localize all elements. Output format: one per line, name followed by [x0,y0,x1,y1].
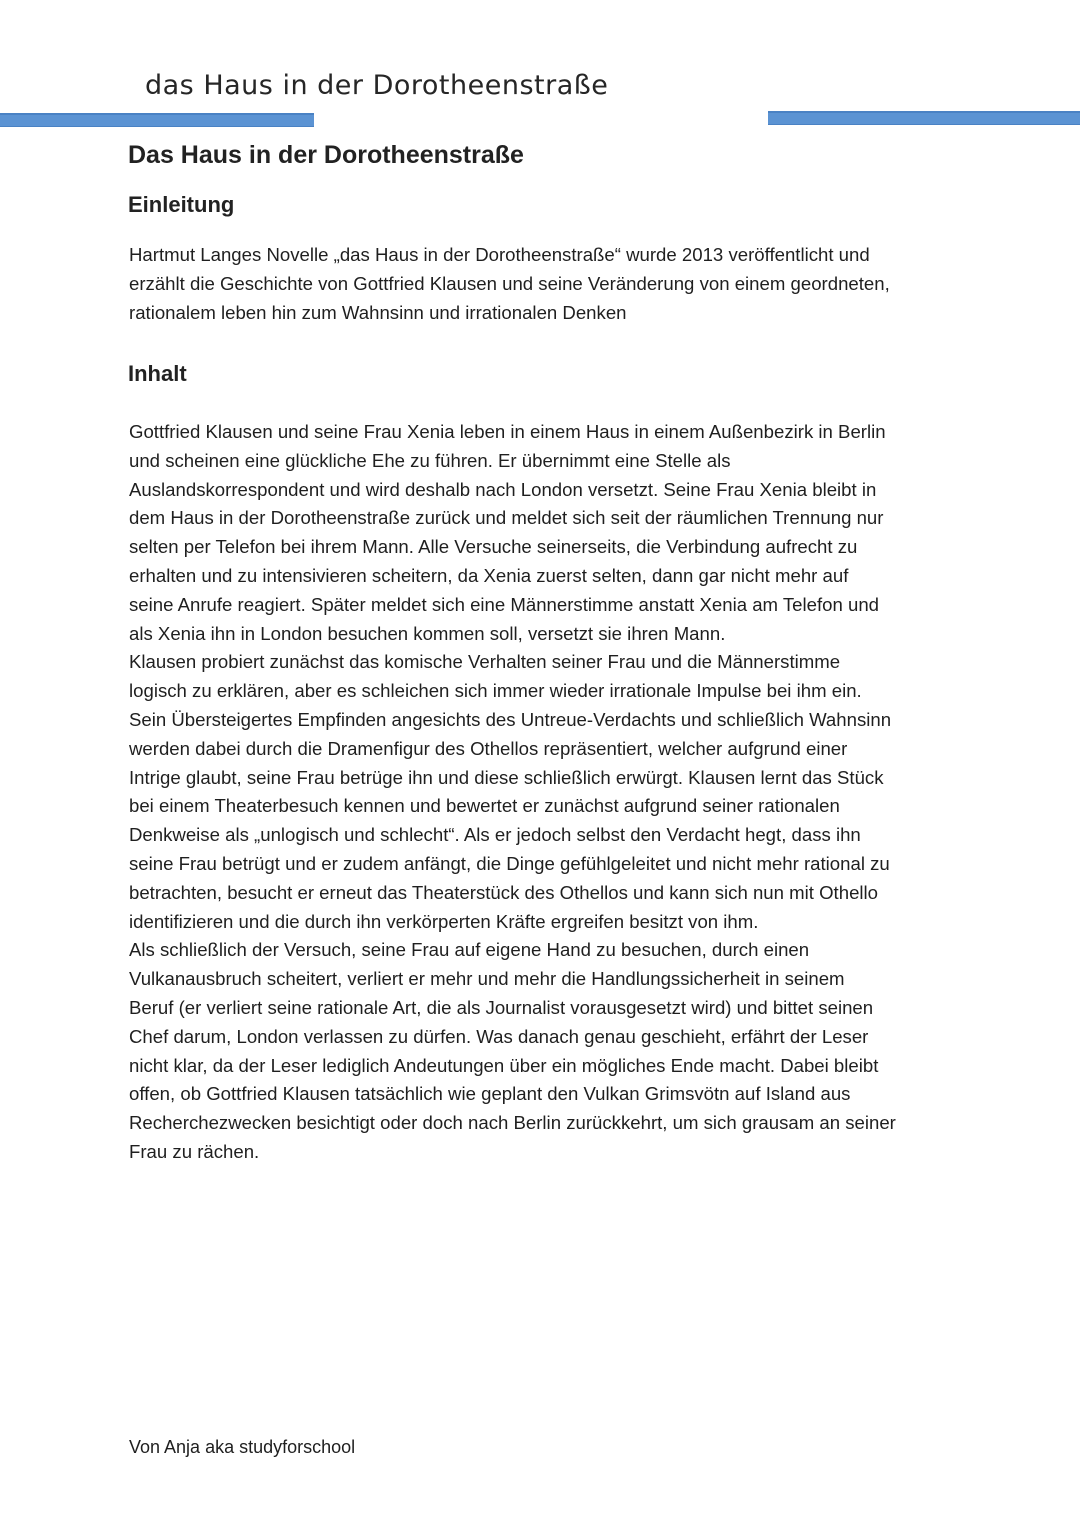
paragraph-line: logisch zu erklären, aber es schleichen sich immer wieder irrationale Impulse bei ihm ein. [129,680,862,702]
running-header-title: das Haus in der Dorotheenstraße [145,70,609,101]
paragraph-line: offen, ob Gottfried Klausen tatsächlich wie geplant den Vulkan Grimsvötn auf Island aus [129,1083,851,1105]
paragraph-line: Denkweise als „unlogisch und schlecht“. Als er jedoch selbst den Verdacht hegt, dass ihn [129,824,861,846]
paragraph-line: selten per Telefon bei ihrem Mann. Alle Versuche seinerseits, die Verbindung aufrecht zu [129,536,858,558]
paragraph-line: Auslandskorrespondent und wird deshalb nach London versetzt. Seine Frau Xenia bleibt in [129,478,877,500]
paragraph-line: dem Haus in der Dorotheenstraße zurück und meldet sich seit der räumlichen Trennung nur [129,507,884,529]
header-accent-bar-left [0,113,314,127]
document-title: Das Haus in der Dorotheenstraße [128,141,524,169]
paragraph-line: Chef darum, London verlassen zu dürfen. Was danach genau geschieht, erfährt der Leser [129,1025,869,1047]
paragraph-line: Gottfried Klausen und seine Frau Xenia leben in einem Haus in einem Außenbezirk in Berlin [129,421,886,442]
paragraph-line: Frau zu rächen. [129,1140,260,1162]
paragraph-line: als Xenia ihn in London besuchen kommen soll, versetzt sie ihren Mann. [129,622,726,644]
document-body [128,136,958,1162]
paragraph-line: erzählt die Geschichte von Gottfried Klausen und seine Veränderung von einem geordneten, [129,272,890,294]
paragraph-line: identifizieren und die durch ihn verkörperten Kräfte ergreifen besitzt von ihm. [129,910,759,932]
header-accent-bar-right [768,111,1080,125]
section-paragraph-einleitung [129,241,959,327]
footer-author: Von Anja aka studyforschool [129,1437,356,1457]
section-paragraph-inhalt [129,418,959,1167]
paragraph-line: Hartmut Langes Novelle „das Haus in der Dorotheenstraße“ wurde 2013 veröffentlicht und [129,244,870,265]
section-heading-inhalt: Inhalt [128,361,187,386]
paragraph-line: seine Frau betrügt und er zudem anfängt, die Dinge gefühlgeleitet und nicht mehr rational zu [129,852,890,874]
paragraph-line: Sein Übersteigertes Empfinden angesichts des Untreue-Verdachts und schließlich Wahnsinn [129,708,892,730]
paragraph-line: Klausen probiert zunächst das komische Verhalten seiner Frau und die Männerstimme [129,651,841,673]
section-heading-einleitung: Einleitung [128,192,235,217]
paragraph-line: Intrige glaubt, seine Frau betrüge ihn und diese schließlich erwürgt. Klausen lernt das Stück [129,766,884,788]
paragraph-line: Beruf (er verliert seine rationale Art, die als Journalist vorausgesetzt wird) und bittet seinen [129,996,874,1018]
paragraph-line: Recherchezwecken besichtigt oder doch nach Berlin zurückkehrt, um sich grausam an seiner [129,1112,896,1134]
paragraph-line: erhalten und zu intensivieren scheitern, da Xenia zuerst selten, dann gar nicht mehr auf [129,564,849,586]
paragraph-line: Als schließlich der Versuch, seine Frau auf eigene Hand zu besuchen, durch einen [129,939,810,961]
paragraph-line: seine Anrufe reagiert. Später meldet sich eine Männerstimme anstatt Xenia am Telefon und [129,593,880,615]
paragraph-line: betrachten, besucht er erneut das Theaterstück des Othellos und kann sich nun mit Othello [129,881,879,903]
paragraph-line: Vulkanausbruch scheitert, verliert er mehr und mehr die Handlungssicherheit in seinem [129,968,845,990]
paragraph-line: werden dabei durch die Dramenfigur des Othellos repräsentiert, welcher aufgrund einer [129,737,848,759]
paragraph-line: und scheinen eine glückliche Ehe zu führen. Er übernimmt eine Stelle als [129,449,731,471]
paragraph-line: nicht klar, da der Leser lediglich Andeutungen über ein mögliches Ende macht. Dabei bleibt [129,1054,879,1076]
paragraph-line: rationalem leben hin zum Wahnsinn und irrationalen Denken [129,301,627,323]
paragraph-line: bei einem Theaterbesuch kennen und bewertet er zunächst aufgrund seiner rationalen [129,795,840,817]
